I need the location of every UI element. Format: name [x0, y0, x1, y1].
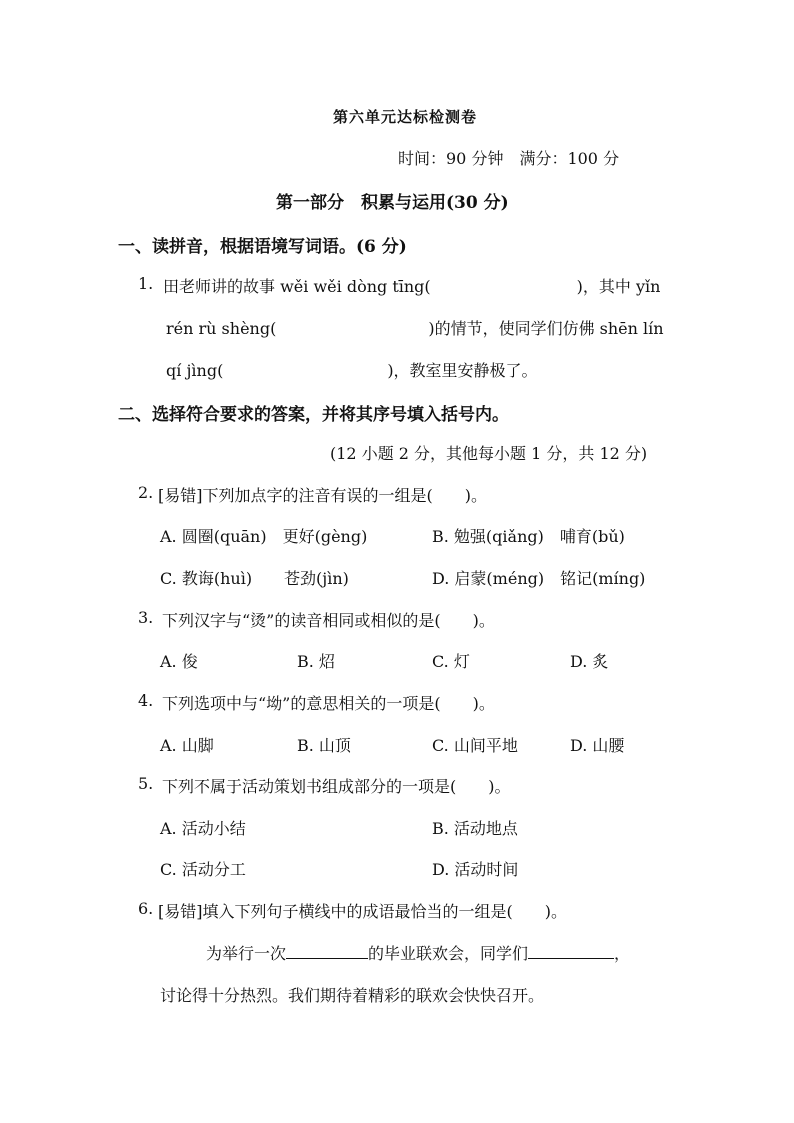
q3-option-b[interactable]: B. 炤	[297, 652, 335, 671]
q1-line2-text-b: )的情节，使同学们仿佛 shēn lín	[428, 319, 664, 338]
q2-stem: [易错]下列加点字的注音有误的一组是( )。	[158, 486, 487, 505]
q2-option-d[interactable]: D. 启蒙(méng) 铭记(míng)	[432, 569, 646, 588]
q6-number: 6.	[138, 899, 154, 918]
q4-option-c[interactable]: C. 山间平地	[432, 736, 518, 755]
q5-option-b[interactable]: B. 活动地点	[432, 819, 518, 838]
q5-number: 5.	[138, 774, 154, 793]
q3-option-a[interactable]: A. 俊	[160, 652, 198, 671]
q4-option-d[interactable]: D. 山腰	[570, 736, 625, 755]
q6-sentence-part-b: 的毕业联欢会，同学们	[368, 944, 529, 963]
time-score-info: 时间：90 分钟 满分：100 分	[398, 149, 620, 168]
q2-option-a[interactable]: A. 圆圈(quān) 更好(gèng)	[160, 527, 368, 546]
q4-number: 4.	[138, 691, 154, 710]
q5-option-a[interactable]: A. 活动小结	[160, 819, 246, 838]
q6-sentence-line2: 讨论得十分热烈。我们期待着精彩的联欢会快快召开。	[160, 986, 545, 1005]
q6-sentence-line1	[206, 941, 630, 964]
q1-line1-text-b: )，其中 yǐn	[576, 277, 661, 296]
q2-number: 2.	[138, 483, 154, 502]
q1-line1	[163, 274, 660, 297]
q1-line2-text-a: rén rù shèng(	[166, 319, 277, 338]
q1-line2	[166, 316, 664, 339]
q5-option-c[interactable]: C. 活动分工	[160, 860, 246, 879]
q1-line1-text-a: 田老师讲的故事 wěi wěi dòng tīng(	[163, 277, 431, 296]
q6-blank-2[interactable]	[528, 944, 614, 959]
q3-stem: 下列汉字与“烫”的读音相同或相似的是( )。	[162, 611, 495, 630]
q3-number: 3.	[138, 608, 154, 627]
q1-line3	[166, 358, 538, 381]
q6-sentence-part-a: 为举行一次	[206, 944, 287, 963]
q1-number: 1.	[138, 274, 154, 293]
q4-option-b[interactable]: B. 山顶	[297, 736, 351, 755]
section1-heading: 一、读拼音，根据语境写词语。(6 分)	[118, 237, 407, 257]
q1-line3-text-b: )，教室里安静极了。	[387, 361, 538, 380]
q3-option-d[interactable]: D. 炙	[570, 652, 609, 671]
q6-sentence-part-c: ，	[614, 944, 631, 963]
section2-heading: 二、选择符合要求的答案，并将其序号填入括号内。	[118, 405, 509, 425]
part-title: 第一部分 积累与运用(30 分)	[276, 193, 509, 213]
q3-option-c[interactable]: C. 灯	[432, 652, 470, 671]
q6-blank-1[interactable]	[286, 944, 368, 959]
q2-option-b[interactable]: B. 勉强(qiǎng) 哺育(bǔ)	[432, 527, 625, 546]
q5-option-d[interactable]: D. 活动时间	[432, 860, 519, 879]
q2-option-c[interactable]: C. 教诲(huì) 苍劲(jìn)	[160, 569, 349, 588]
q5-stem: 下列不属于活动策划书组成部分的一项是( )。	[162, 777, 511, 796]
q4-option-a[interactable]: A. 山脚	[160, 736, 214, 755]
exam-title: 第六单元达标检测卷	[333, 108, 478, 126]
q4-stem: 下列选项中与“坳”的意思相关的一项是( )。	[162, 694, 495, 713]
section2-score-note: (12 小题 2 分，其他每小题 1 分，共 12 分)	[330, 444, 648, 463]
q6-stem: [易错]填入下列句子横线中的成语最恰当的一组是( )。	[158, 902, 567, 921]
q1-line3-text-a: qí jìng(	[166, 361, 224, 380]
